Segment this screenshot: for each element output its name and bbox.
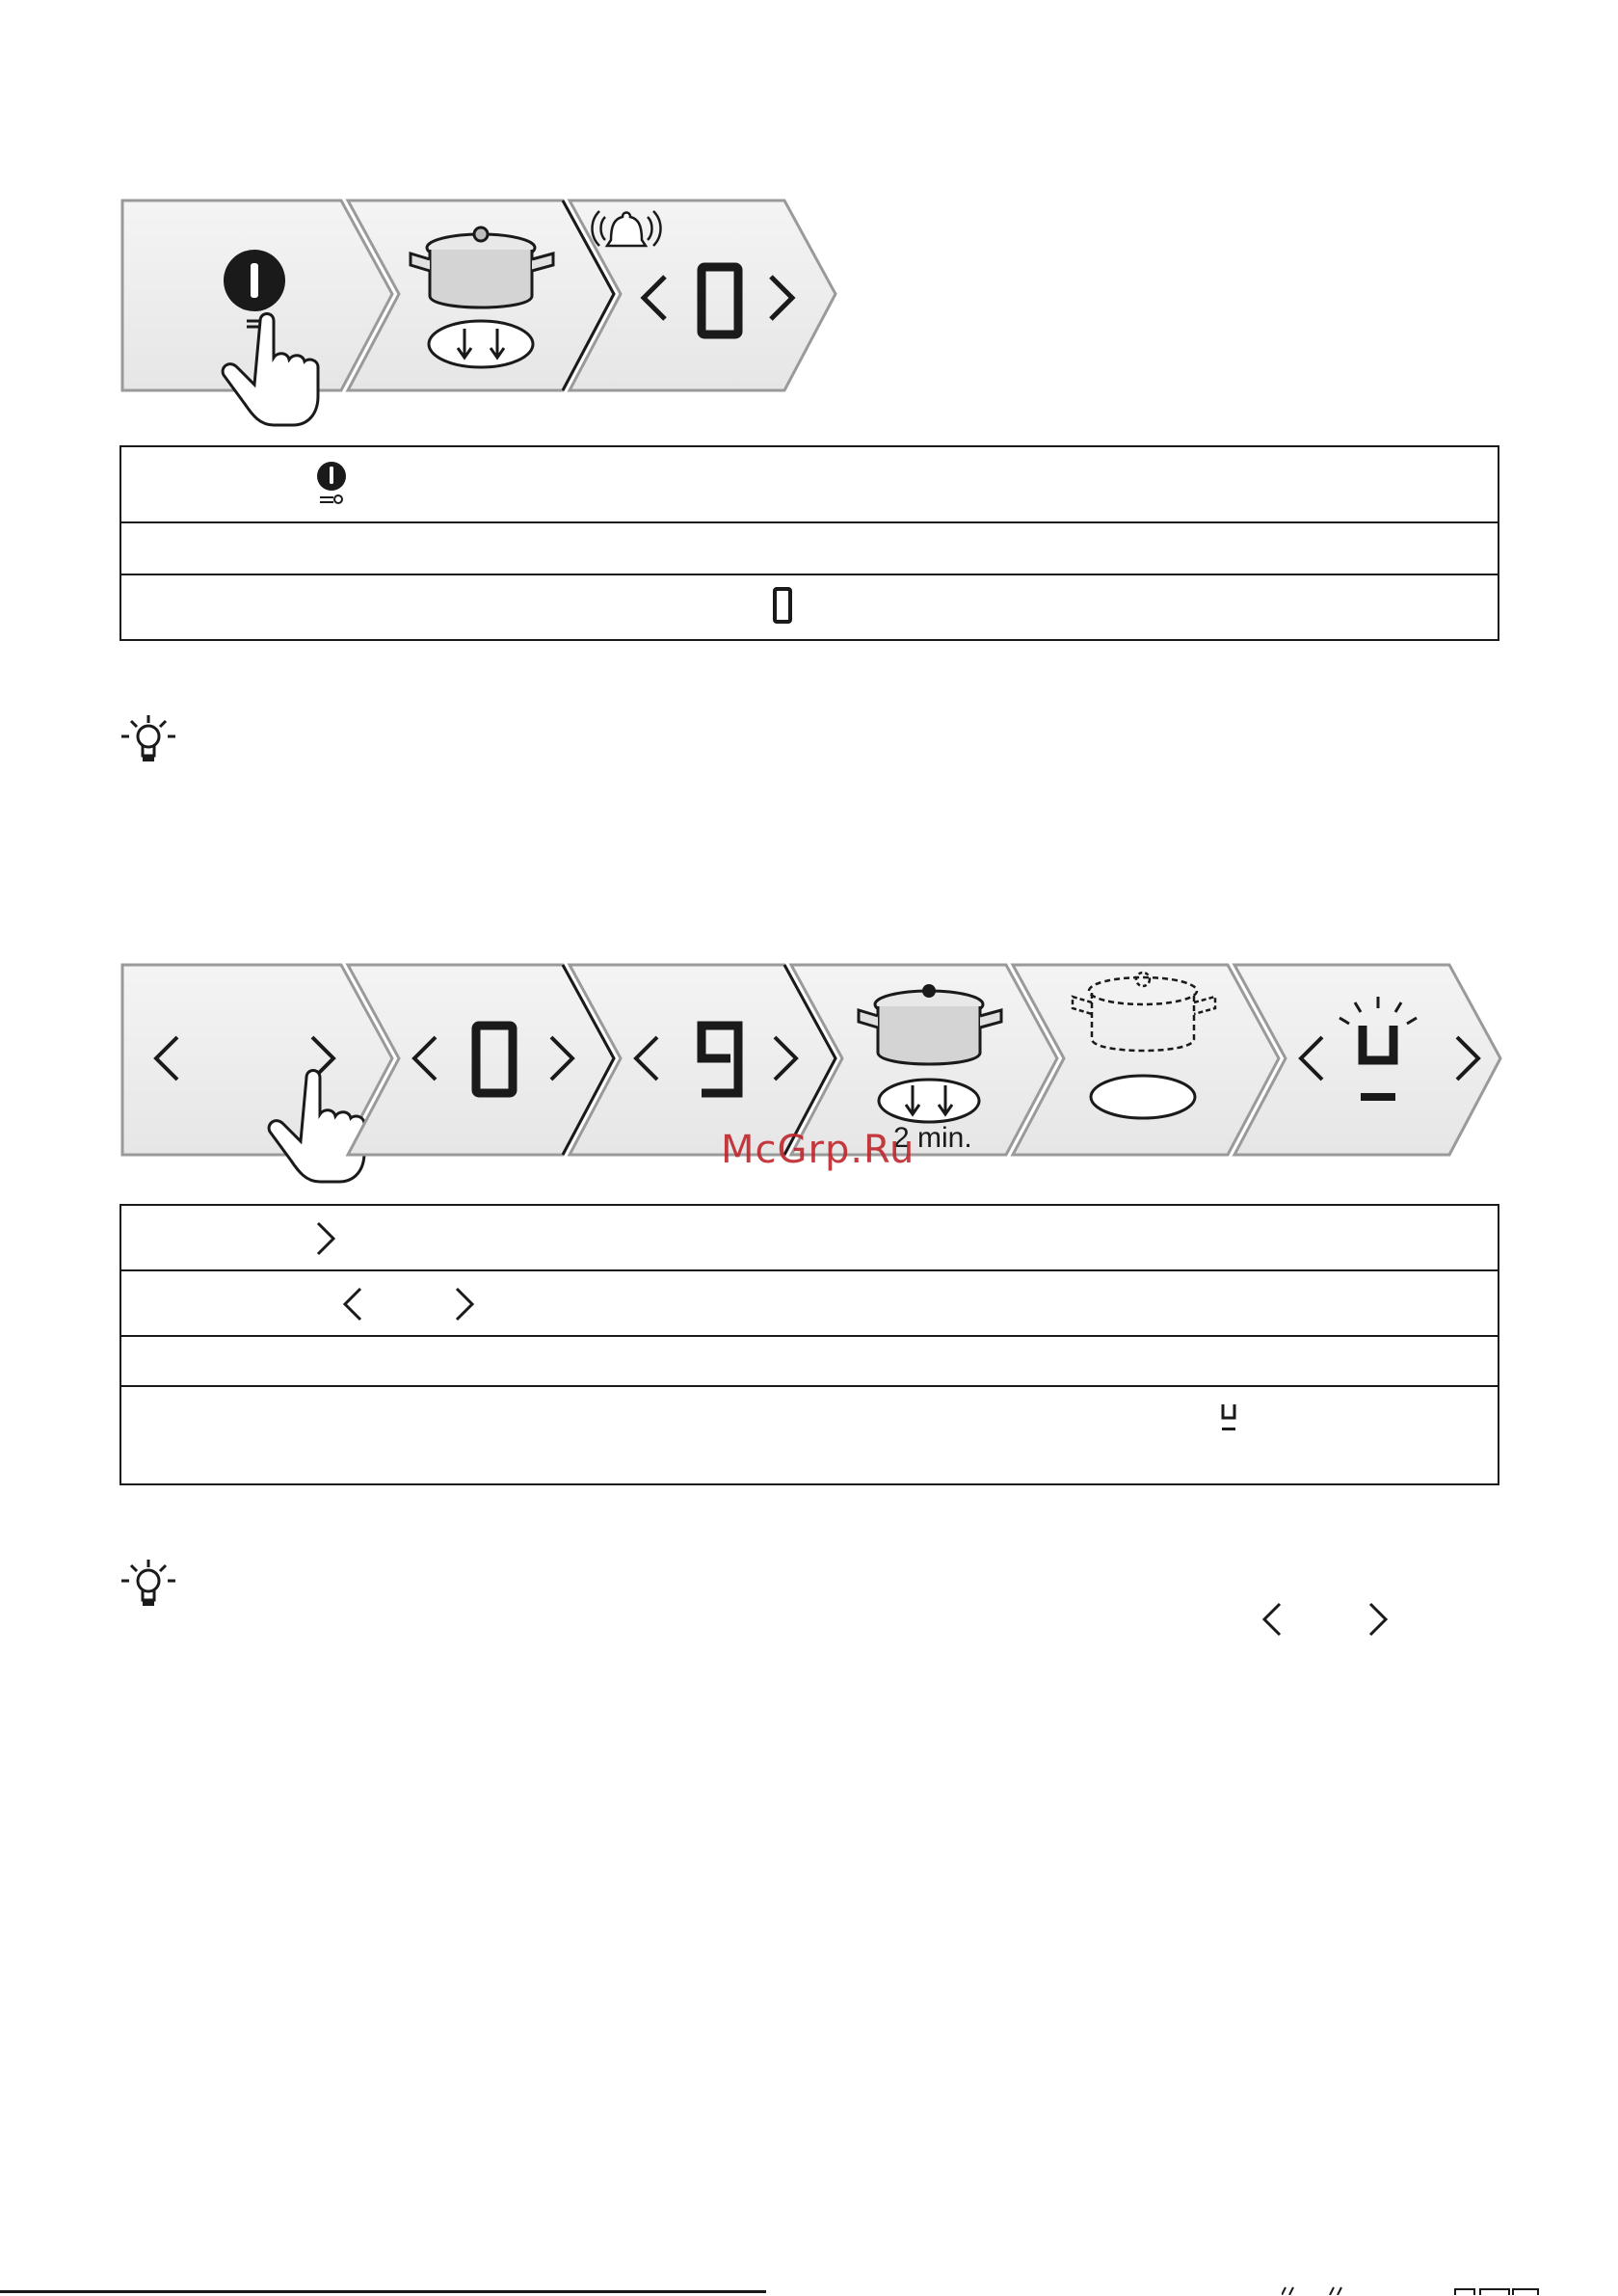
watermark: McGrp.Ru — [721, 1128, 915, 1172]
footer-marks — [1282, 2285, 1571, 2295]
cooking-zone-icon — [429, 321, 533, 367]
left-arrow-icon — [339, 1285, 368, 1323]
figure-top-strip — [119, 198, 842, 419]
power-key-icon — [314, 461, 349, 509]
lightbulb-icon — [118, 709, 179, 771]
footer-rule — [0, 2290, 766, 2293]
left-arrow-icon — [1259, 1600, 1287, 1639]
right-arrow-icon — [1363, 1600, 1392, 1639]
table-top-row-1 — [121, 447, 1498, 523]
empty-zone-icon — [1091, 1076, 1195, 1118]
table-bottom-row-3 — [121, 1337, 1498, 1387]
power-button-icon — [224, 250, 285, 311]
cooking-zone-icon — [879, 1080, 979, 1122]
figure-top-svg — [119, 198, 842, 419]
table-bottom-row-2 — [121, 1271, 1498, 1337]
u-display-icon — [1218, 1401, 1239, 1437]
table-top-row-2 — [121, 523, 1498, 575]
right-arrow-icon — [449, 1285, 478, 1323]
table-top — [119, 445, 1499, 641]
lightbulb-icon — [118, 1554, 179, 1615]
right-arrow-icon — [310, 1219, 339, 1258]
table-bottom-row-4 — [121, 1387, 1498, 1483]
table-bottom — [119, 1204, 1499, 1485]
two-min-label: 2 min. — [893, 1122, 972, 1154]
table-top-row-3 — [121, 575, 1498, 639]
display-zero-icon — [771, 585, 794, 627]
table-bottom-row-1 — [121, 1206, 1498, 1271]
